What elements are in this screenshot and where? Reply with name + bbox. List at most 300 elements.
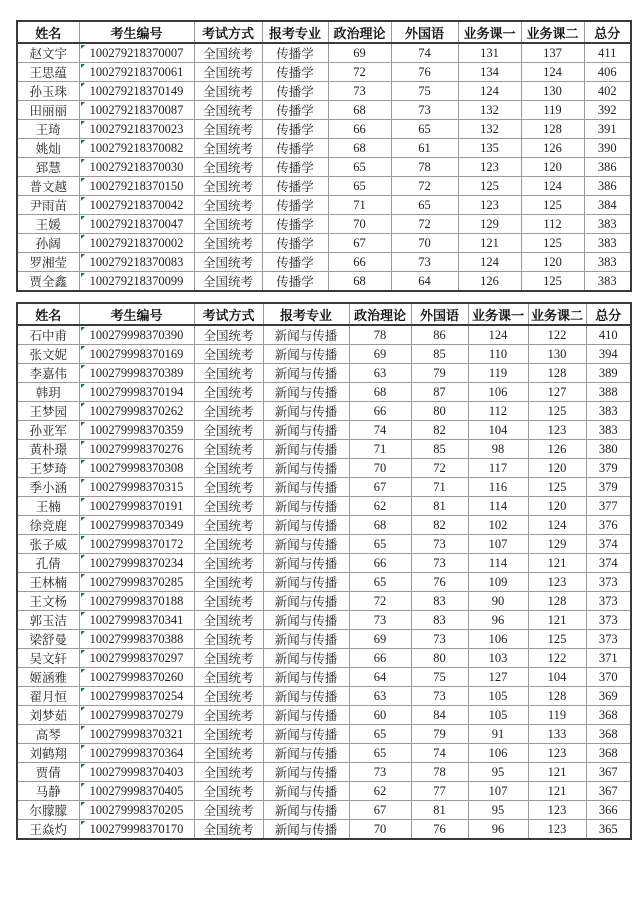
table-row [17,215,631,234]
politics-score-cell: 65 [349,725,411,744]
candidate-id-cell: 100279998370349 [79,516,194,535]
course1-score-cell: 96 [468,820,528,840]
table-row [17,345,631,364]
foreign-language-score-cell: 73 [411,687,468,706]
foreign-language-score-cell: 81 [411,801,468,820]
major-cell: 传播学 [262,63,328,82]
foreign-language-score-cell: 79 [411,725,468,744]
foreign-language-score-cell: 80 [411,649,468,668]
course1-score-cell: 106 [468,744,528,763]
name-cell: 黄朴璟 [17,440,79,459]
total-score-cell: 383 [584,215,631,234]
course2-score-cell: 128 [528,364,586,383]
total-score-cell: 384 [584,196,631,215]
course2-score-cell: 104 [528,668,586,687]
course1-score-cell: 125 [458,177,521,196]
exam-method-cell: 全国统考 [194,234,262,253]
table-row [17,668,631,687]
total-score-cell: 389 [586,364,631,383]
exam-method-cell: 全国统考 [194,516,263,535]
course1-score-cell: 117 [468,459,528,478]
column-header: 政治理论 [328,21,391,43]
course2-score-cell: 123 [528,573,586,592]
course1-score-cell: 106 [468,630,528,649]
number-stored-as-text-flag-icon [81,235,85,239]
politics-score-cell: 62 [349,497,411,516]
exam-method-cell: 全国统考 [194,325,263,345]
table-row [17,272,631,292]
total-score-cell: 377 [586,497,631,516]
course1-score-cell: 91 [468,725,528,744]
course1-score-cell: 110 [468,345,528,364]
total-score-cell: 406 [584,63,631,82]
number-stored-as-text-flag-icon [81,498,85,502]
major-cell: 传播学 [262,158,328,177]
politics-score-cell: 67 [328,234,391,253]
foreign-language-score-cell: 70 [391,234,458,253]
total-score-cell: 374 [586,554,631,573]
foreign-language-score-cell: 77 [411,782,468,801]
candidate-id-cell: 100279998370405 [79,782,194,801]
major-cell: 新闻与传播 [263,478,349,497]
politics-score-cell: 63 [349,364,411,383]
politics-score-cell: 68 [328,272,391,292]
major-cell: 新闻与传播 [263,592,349,611]
course2-score-cell: 112 [521,215,584,234]
number-stored-as-text-flag-icon [81,159,85,163]
name-cell: 王楠 [17,497,79,516]
total-score-cell: 379 [586,478,631,497]
candidate-id-cell: 100279998370364 [79,744,194,763]
name-cell: 姬涵雅 [17,668,79,687]
total-score-cell: 383 [584,234,631,253]
major-cell: 新闻与传播 [263,345,349,364]
total-score-cell: 373 [586,611,631,630]
total-score-cell: 373 [586,630,631,649]
foreign-language-score-cell: 65 [391,120,458,139]
exam-method-cell: 全国统考 [194,253,262,272]
column-header: 考生编号 [79,303,194,325]
exam-method-cell: 全国统考 [194,82,262,101]
foreign-language-score-cell: 64 [391,272,458,292]
candidate-id-cell: 100279218370149 [79,82,194,101]
foreign-language-score-cell: 87 [411,383,468,402]
course2-score-cell: 121 [528,782,586,801]
total-score-cell: 392 [584,101,631,120]
politics-score-cell: 67 [349,801,411,820]
course1-score-cell: 112 [468,402,528,421]
number-stored-as-text-flag-icon [81,631,85,635]
course1-score-cell: 105 [468,706,528,725]
table-row [17,782,631,801]
course1-score-cell: 132 [458,120,521,139]
candidate-id-cell: 100279998370234 [79,554,194,573]
course2-score-cell: 120 [521,253,584,272]
name-cell: 韩玥 [17,383,79,402]
total-score-cell: 368 [586,725,631,744]
name-cell: 王琦 [17,120,79,139]
page [16,20,640,840]
number-stored-as-text-flag-icon [81,254,85,258]
course1-score-cell: 95 [468,801,528,820]
total-score-cell: 411 [584,43,631,63]
candidate-id-cell: 100279998370191 [79,497,194,516]
table-row [17,440,631,459]
name-cell: 李嘉伟 [17,364,79,383]
table-row [17,573,631,592]
major-cell: 新闻与传播 [263,573,349,592]
column-header: 业务课一 [468,303,528,325]
exam-method-cell: 全国统考 [194,668,263,687]
total-score-cell: 394 [586,345,631,364]
name-cell: 徐竞鹿 [17,516,79,535]
foreign-language-score-cell: 73 [391,253,458,272]
major-cell: 新闻与传播 [263,535,349,554]
table-row [17,177,631,196]
number-stored-as-text-flag-icon [81,650,85,654]
column-header: 总分 [584,21,631,43]
name-cell: 赵文宇 [17,43,79,63]
foreign-language-score-cell: 81 [411,497,468,516]
course1-score-cell: 135 [458,139,521,158]
course2-score-cell: 123 [528,801,586,820]
total-score-cell: 383 [584,253,631,272]
exam-method-cell: 全国统考 [194,725,263,744]
column-header: 考试方式 [194,303,263,325]
politics-score-cell: 78 [349,325,411,345]
politics-score-cell: 66 [328,120,391,139]
total-score-cell: 369 [586,687,631,706]
candidate-id-cell: 100279998370341 [79,611,194,630]
table-row [17,253,631,272]
exam-method-cell: 全国统考 [194,744,263,763]
course2-score-cell: 126 [521,139,584,158]
course1-score-cell: 114 [468,497,528,516]
name-cell: 郅慧 [17,158,79,177]
number-stored-as-text-flag-icon [81,669,85,673]
course1-score-cell: 104 [468,421,528,440]
foreign-language-score-cell: 73 [411,630,468,649]
exam-method-cell: 全国统考 [194,459,263,478]
table-row [17,592,631,611]
number-stored-as-text-flag-icon [81,764,85,768]
candidate-id-cell: 100279218370083 [79,253,194,272]
course2-score-cell: 125 [528,630,586,649]
major-cell: 传播学 [262,253,328,272]
name-cell: 孔倩 [17,554,79,573]
table-row [17,364,631,383]
table-row [17,234,631,253]
name-cell: 普文越 [17,177,79,196]
column-header: 政治理论 [349,303,411,325]
major-cell: 新闻与传播 [263,744,349,763]
column-header: 总分 [586,303,631,325]
name-cell: 郭玉洁 [17,611,79,630]
name-cell: 王梦琦 [17,459,79,478]
course2-score-cell: 125 [521,234,584,253]
table-row [17,82,631,101]
candidate-id-cell: 100279998370170 [79,820,194,840]
course1-score-cell: 105 [468,687,528,706]
foreign-language-score-cell: 74 [411,744,468,763]
number-stored-as-text-flag-icon [81,403,85,407]
major-cell: 传播学 [262,177,328,196]
course1-score-cell: 96 [468,611,528,630]
course2-score-cell: 121 [528,611,586,630]
name-cell: 王文杨 [17,592,79,611]
total-score-cell: 391 [584,120,631,139]
candidate-id-cell: 100279218370047 [79,215,194,234]
total-score-cell: 410 [586,325,631,345]
foreign-language-score-cell: 82 [411,516,468,535]
politics-score-cell: 66 [349,554,411,573]
name-cell: 田丽丽 [17,101,79,120]
candidate-id-cell: 100279998370188 [79,592,194,611]
major-cell: 新闻与传播 [263,649,349,668]
total-score-cell: 367 [586,782,631,801]
exam-method-cell: 全国统考 [194,196,262,215]
table-row [17,63,631,82]
number-stored-as-text-flag-icon [81,441,85,445]
table-row [17,706,631,725]
candidate-id-cell: 100279998370260 [79,668,194,687]
politics-score-cell: 74 [349,421,411,440]
exam-method-cell: 全国统考 [194,177,262,196]
name-cell: 梁舒曼 [17,630,79,649]
name-cell: 张文妮 [17,345,79,364]
politics-score-cell: 66 [349,402,411,421]
major-cell: 新闻与传播 [263,325,349,345]
number-stored-as-text-flag-icon [81,178,85,182]
table-row [17,820,631,840]
exam-method-cell: 全国统考 [194,782,263,801]
course2-score-cell: 124 [528,516,586,535]
column-header: 报考专业 [262,21,328,43]
course1-score-cell: 126 [458,272,521,292]
exam-method-cell: 全国统考 [194,383,263,402]
name-cell: 石中甫 [17,325,79,345]
number-stored-as-text-flag-icon [81,574,85,578]
name-cell: 尔朦朦 [17,801,79,820]
exam-method-cell: 全国统考 [194,63,262,82]
table-row [17,649,631,668]
course1-score-cell: 102 [468,516,528,535]
politics-score-cell: 63 [349,687,411,706]
candidate-id-cell: 100279218370030 [79,158,194,177]
candidate-id-cell: 100279998370205 [79,801,194,820]
candidate-id-cell: 100279218370007 [79,43,194,63]
course2-score-cell: 125 [521,272,584,292]
major-cell: 新闻与传播 [263,801,349,820]
politics-score-cell: 65 [349,573,411,592]
column-header: 业务课二 [528,303,586,325]
total-score-cell: 402 [584,82,631,101]
major-cell: 新闻与传播 [263,725,349,744]
total-score-cell: 374 [586,535,631,554]
number-stored-as-text-flag-icon [81,384,85,388]
table-row [17,101,631,120]
exam-method-cell: 全国统考 [194,402,263,421]
course2-score-cell: 122 [528,649,586,668]
number-stored-as-text-flag-icon [81,64,85,68]
major-cell: 新闻与传播 [263,630,349,649]
number-stored-as-text-flag-icon [81,821,85,825]
total-score-cell: 368 [586,706,631,725]
course2-score-cell: 123 [528,744,586,763]
number-stored-as-text-flag-icon [81,83,85,87]
major-cell: 新闻与传播 [263,611,349,630]
exam-method-cell: 全国统考 [194,820,263,840]
politics-score-cell: 69 [349,345,411,364]
number-stored-as-text-flag-icon [81,422,85,426]
name-cell: 王思蕴 [17,63,79,82]
table-header [17,21,631,43]
candidate-id-cell: 100279218370002 [79,234,194,253]
table-row [17,630,631,649]
name-cell: 季小涵 [17,478,79,497]
politics-score-cell: 73 [349,611,411,630]
exam-method-cell: 全国统考 [194,120,262,139]
foreign-language-score-cell: 73 [411,535,468,554]
table-row [17,158,631,177]
total-score-cell: 366 [586,801,631,820]
major-cell: 新闻与传播 [263,763,349,782]
course2-score-cell: 127 [528,383,586,402]
name-cell: 王媛 [17,215,79,234]
exam-method-cell: 全国统考 [194,630,263,649]
candidate-id-cell: 100279998370321 [79,725,194,744]
course1-score-cell: 106 [468,383,528,402]
politics-score-cell: 65 [349,535,411,554]
course1-score-cell: 107 [468,535,528,554]
number-stored-as-text-flag-icon [81,707,85,711]
total-score-cell: 390 [584,139,631,158]
table-row [17,725,631,744]
number-stored-as-text-flag-icon [81,216,85,220]
candidate-id-cell: 100279998370389 [79,364,194,383]
candidate-id-cell: 100279998370194 [79,383,194,402]
name-cell: 贾全鑫 [17,272,79,292]
major-cell: 新闻与传播 [263,668,349,687]
politics-score-cell: 65 [349,744,411,763]
exam-method-cell: 全国统考 [194,611,263,630]
major-cell: 新闻与传播 [263,782,349,801]
foreign-language-score-cell: 61 [391,139,458,158]
politics-score-cell: 70 [349,459,411,478]
course1-score-cell: 134 [458,63,521,82]
course2-score-cell: 125 [521,196,584,215]
candidate-id-cell: 100279218370087 [79,101,194,120]
exam-method-cell: 全国统考 [194,478,263,497]
foreign-language-score-cell: 74 [391,43,458,63]
table-row [17,459,631,478]
candidate-id-cell: 100279998370388 [79,630,194,649]
course2-score-cell: 137 [521,43,584,63]
exam-method-cell: 全国统考 [194,554,263,573]
major-cell: 新闻与传播 [263,554,349,573]
politics-score-cell: 71 [349,440,411,459]
course2-score-cell: 119 [528,706,586,725]
name-cell: 张子威 [17,535,79,554]
name-cell: 刘梦茹 [17,706,79,725]
table-row [17,120,631,139]
course2-score-cell: 121 [528,554,586,573]
politics-score-cell: 70 [349,820,411,840]
number-stored-as-text-flag-icon [81,612,85,616]
candidate-id-cell: 100279218370099 [79,272,194,292]
column-header: 外国语 [411,303,468,325]
name-cell: 贾倩 [17,763,79,782]
politics-score-cell: 65 [328,158,391,177]
major-cell: 新闻与传播 [263,516,349,535]
foreign-language-score-cell: 73 [411,554,468,573]
exam-method-cell: 全国统考 [194,215,262,234]
table-row [17,516,631,535]
candidate-id-cell: 100279998370403 [79,763,194,782]
course2-score-cell: 121 [528,763,586,782]
politics-score-cell: 66 [328,253,391,272]
course2-score-cell: 128 [528,592,586,611]
table-row [17,383,631,402]
candidate-id-cell: 100279998370279 [79,706,194,725]
course1-score-cell: 123 [458,158,521,177]
candidate-id-cell: 100279998370276 [79,440,194,459]
politics-score-cell: 60 [349,706,411,725]
course2-score-cell: 125 [528,402,586,421]
exam-method-cell: 全国统考 [194,364,263,383]
table-row [17,535,631,554]
course2-score-cell: 119 [521,101,584,120]
course2-score-cell: 120 [521,158,584,177]
total-score-cell: 371 [586,649,631,668]
number-stored-as-text-flag-icon [81,745,85,749]
total-score-cell: 368 [586,744,631,763]
exam-method-cell: 全国统考 [194,345,263,364]
course2-score-cell: 123 [528,820,586,840]
politics-score-cell: 68 [328,101,391,120]
candidate-id-cell: 100279998370285 [79,573,194,592]
table-row [17,763,631,782]
column-header: 考试方式 [194,21,262,43]
number-stored-as-text-flag-icon [81,102,85,106]
course1-score-cell: 131 [458,43,521,63]
foreign-language-score-cell: 86 [411,325,468,345]
course2-score-cell: 123 [528,421,586,440]
exam-method-cell: 全国统考 [194,649,263,668]
foreign-language-score-cell: 85 [411,345,468,364]
course1-score-cell: 124 [458,253,521,272]
course1-score-cell: 114 [468,554,528,573]
course2-score-cell: 128 [528,687,586,706]
number-stored-as-text-flag-icon [81,536,85,540]
foreign-language-score-cell: 76 [391,63,458,82]
foreign-language-score-cell: 83 [411,592,468,611]
foreign-language-score-cell: 72 [411,459,468,478]
exam-method-cell: 全国统考 [194,101,262,120]
course1-score-cell: 98 [468,440,528,459]
table-row [17,611,631,630]
exam-method-cell: 全国统考 [194,272,262,292]
foreign-language-score-cell: 84 [411,706,468,725]
name-cell: 吴文轩 [17,649,79,668]
number-stored-as-text-flag-icon [81,121,85,125]
exam-method-cell: 全国统考 [194,801,263,820]
name-cell: 孙玉珠 [17,82,79,101]
major-cell: 新闻与传播 [263,402,349,421]
course2-score-cell: 129 [528,535,586,554]
course1-score-cell: 95 [468,763,528,782]
total-score-cell: 373 [586,592,631,611]
